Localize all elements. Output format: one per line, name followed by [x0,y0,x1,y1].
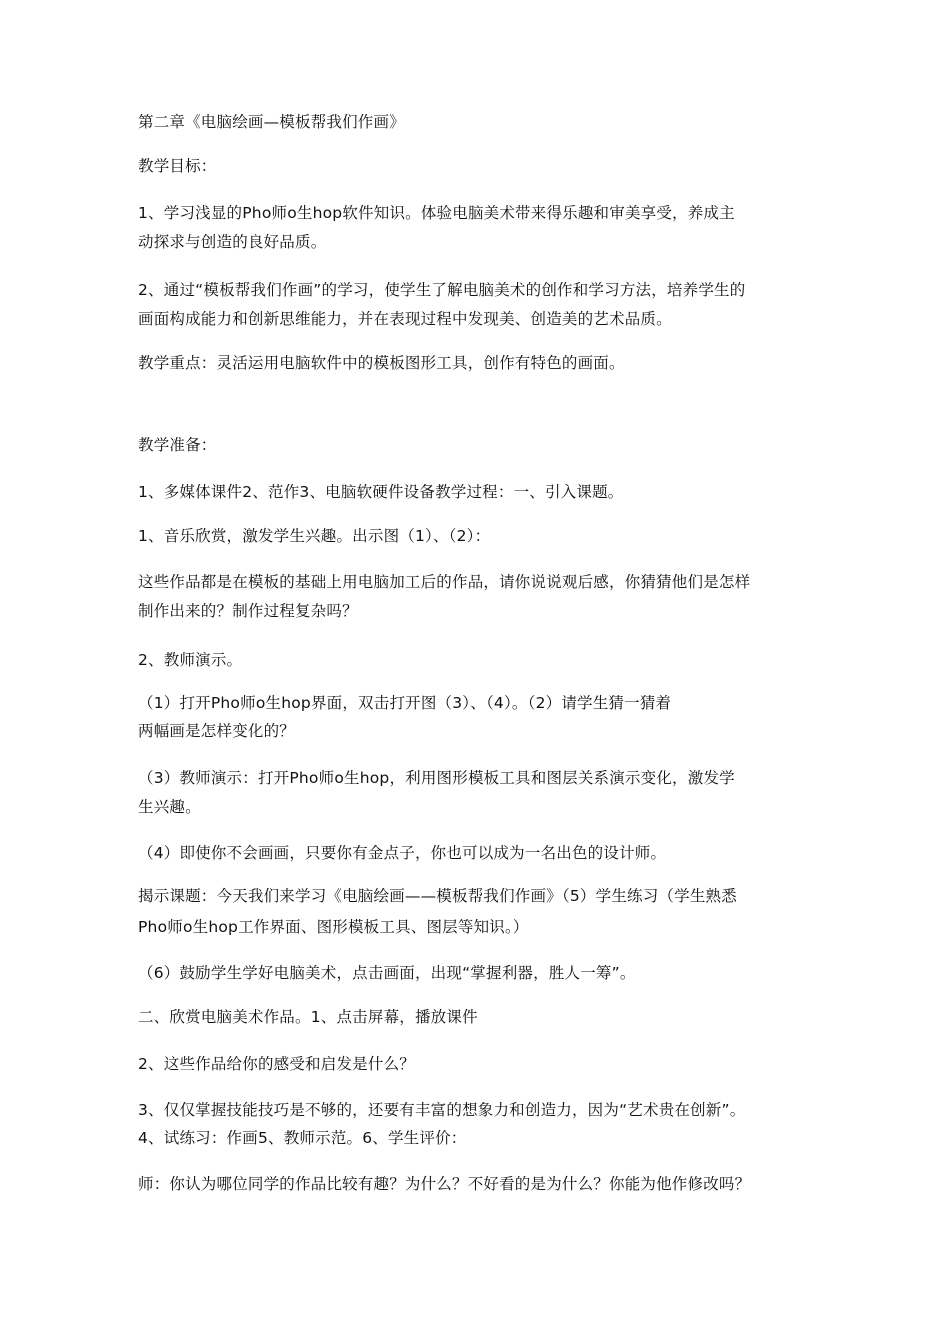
paragraph-line: 这些作品都是在模板的基础上用电脑加工后的作品，请你说说观后感，你猜猜他们是怎样 [138,573,751,591]
paragraph-line: 揭示课题：今天我们来学习《电脑绘画——模板帮我们作画》（5）学生练习（学生熟悉 [138,887,737,905]
paragraph-line: 2、通过“模板帮我们作画”的学习，使学生了解电脑美术的创作和学习方法，培养学生的 [138,281,746,299]
paragraph-line: Pho师o生hop工作界面、图形模板工具、图层等知识。） [138,918,529,936]
paragraph-line: 画面构成能力和创新思维能力，并在表现过程中发现美、创造美的艺术品质。 [138,310,672,328]
paragraph-line: 两幅画是怎样变化的？ [138,722,296,740]
paragraph-line: 二、欣赏电脑美术作品。1、点击屏幕，播放课件 [138,1008,478,1026]
key-points: 教学重点：灵活运用电脑软件中的模板图形工具，创作有特色的画面。 [138,354,625,372]
paragraph-line: 2、教师演示。 [138,651,243,669]
paragraph-line: 师：你认为哪位同学的作品比较有趣？为什么？不好看的是为什么？你能为他作修改吗？ [138,1175,751,1193]
section-heading-objectives: 教学目标： [138,157,217,175]
paragraph-line: （4）即使你不会画画，只要你有金点子，你也可以成为一名出色的设计师。 [138,844,667,862]
paragraph-line: （6）鼓励学生学好电脑美术，点击画面，出现“掌握利器，胜人一筹”。 [138,964,636,982]
paragraph-line: 4、试练习：作画5、教师示范。6、学生评价： [138,1129,467,1147]
paragraph-line: 制作出来的？制作过程复杂吗？ [138,602,358,620]
chapter-title: 第二章《电脑绘画—模板帮我们作画》 [138,113,405,131]
paragraph-line: 1、多媒体课件2、范作3、电脑软硬件设备教学过程：一、引入课题。 [138,483,624,501]
paragraph-line: 生兴趣。 [138,798,201,816]
paragraph-line: 2、这些作品给你的感受和启发是什么？ [138,1055,415,1073]
paragraph-line: 1、学习浅显的Pho师o生hop软件知识。体验电脑美术带来得乐趣和审美享受，养成主 [138,204,735,222]
paragraph-line: 1、音乐欣赏，激发学生兴趣。出示图（1）、（2）： [138,527,491,545]
paragraph-line: 3、仅仅掌握技能技巧是不够的，还要有丰富的想象力和创造力，因为“艺术贵在创新”。 [138,1101,746,1119]
paragraph-line: （1）打开Pho师o生hop界面，双击打开图（3）、（4）。（2）请学生猜一猜着 [138,694,672,712]
section-heading-preparation: 教学准备： [138,436,217,454]
paragraph-line: （3）教师演示：打开Pho师o生hop，利用图形模板工具和图层关系演示变化，激发学 [138,769,735,787]
paragraph-line: 动探求与创造的良好品质。 [138,233,327,251]
